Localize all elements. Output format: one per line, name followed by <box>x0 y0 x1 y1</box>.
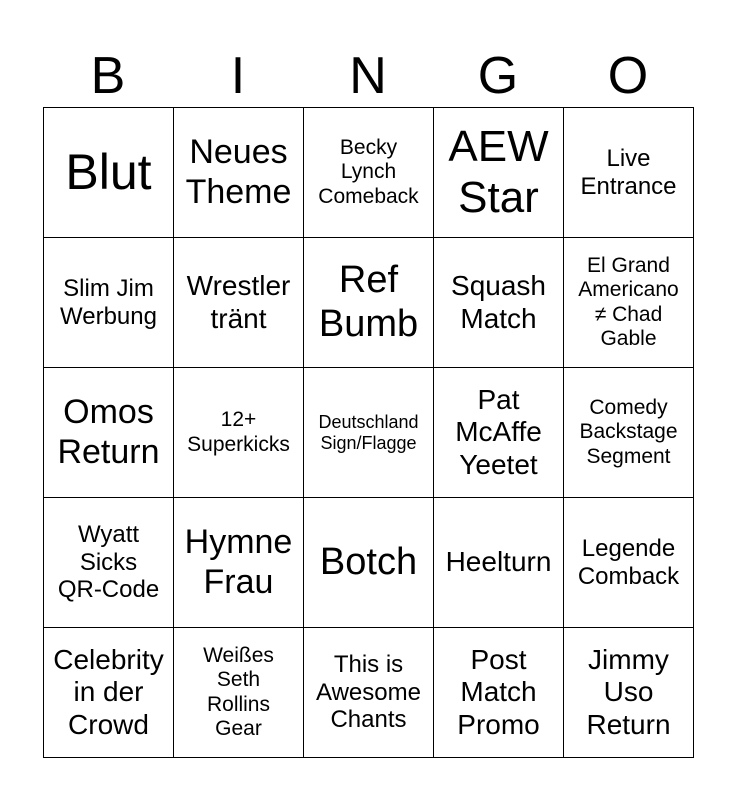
cell-text: Legende Comback <box>577 534 680 590</box>
bingo-cell[interactable] <box>304 628 434 758</box>
header-letter-n: N <box>349 47 387 105</box>
cell-text: El Grand Americano ≠ Chad Gable <box>578 254 679 350</box>
header-letter-b: B <box>90 47 126 105</box>
cell-text: Ref Bumb <box>318 258 419 345</box>
cell-text: 12+ Superkicks <box>187 408 290 456</box>
cell-text: Post Match Promo <box>457 644 540 740</box>
cell-text: This is Awesome Chants <box>316 651 421 734</box>
bingo-cell[interactable] <box>564 108 694 238</box>
bingo-cell[interactable] <box>44 108 174 238</box>
cell-text: Celebrity in der Crowd <box>53 644 164 740</box>
cell-text: Pat McAffe Yeetet <box>455 384 542 480</box>
bingo-cell[interactable] <box>564 368 694 498</box>
bingo-cell[interactable] <box>44 628 174 758</box>
header-letter-i: I <box>230 47 246 105</box>
cell-text: Becky Lynch Comeback <box>318 136 419 208</box>
bingo-cell[interactable] <box>434 238 564 368</box>
bingo-header <box>43 44 693 108</box>
cell-text: Jimmy Uso Return <box>586 644 671 740</box>
cell-text: Weißes Seth Rollins Gear <box>203 644 274 740</box>
cell-text: Omos Return <box>57 393 160 471</box>
bingo-cell[interactable] <box>564 238 694 368</box>
bingo-cell[interactable] <box>304 238 434 368</box>
bingo-cell[interactable] <box>174 368 304 498</box>
cell-text: Squash Match <box>451 270 546 334</box>
cell-text: Wrestler tränt <box>186 270 291 334</box>
cell-text: Neues Theme <box>185 133 292 211</box>
bingo-cell[interactable] <box>304 498 434 628</box>
header-letter-g: G <box>477 47 519 105</box>
cell-text: Comedy Backstage Segment <box>579 396 678 468</box>
bingo-cell[interactable] <box>564 628 694 758</box>
cell-text: Botch <box>319 540 418 583</box>
cell-text: AEW Star <box>448 121 549 222</box>
cell-text: Deutschland Sign/Flagge <box>318 411 419 453</box>
cell-text: Heelturn <box>445 546 552 578</box>
bingo-cell[interactable] <box>434 108 564 238</box>
bingo-cell[interactable] <box>44 238 174 368</box>
bingo-cell[interactable] <box>564 498 694 628</box>
cell-text: Blut <box>65 143 152 200</box>
cell-text: Hymne Frau <box>184 523 293 601</box>
bingo-cell[interactable] <box>304 108 434 238</box>
bingo-cell[interactable] <box>174 498 304 628</box>
bingo-cell[interactable] <box>434 628 564 758</box>
bingo-board <box>43 107 694 758</box>
cell-text: Wyatt Sicks QR-Code <box>57 521 160 604</box>
cell-text: Slim Jim Werbung <box>60 274 157 330</box>
bingo-cell[interactable] <box>434 498 564 628</box>
bingo-cell[interactable] <box>44 368 174 498</box>
bingo-cell[interactable] <box>174 628 304 758</box>
bingo-cell[interactable] <box>174 238 304 368</box>
header-letter-o: O <box>607 47 649 105</box>
bingo-cell[interactable] <box>304 368 434 498</box>
bingo-cell[interactable] <box>44 498 174 628</box>
bingo-cell[interactable] <box>434 368 564 498</box>
cell-text: Live Entrance <box>580 144 677 200</box>
bingo-cell[interactable] <box>174 108 304 238</box>
